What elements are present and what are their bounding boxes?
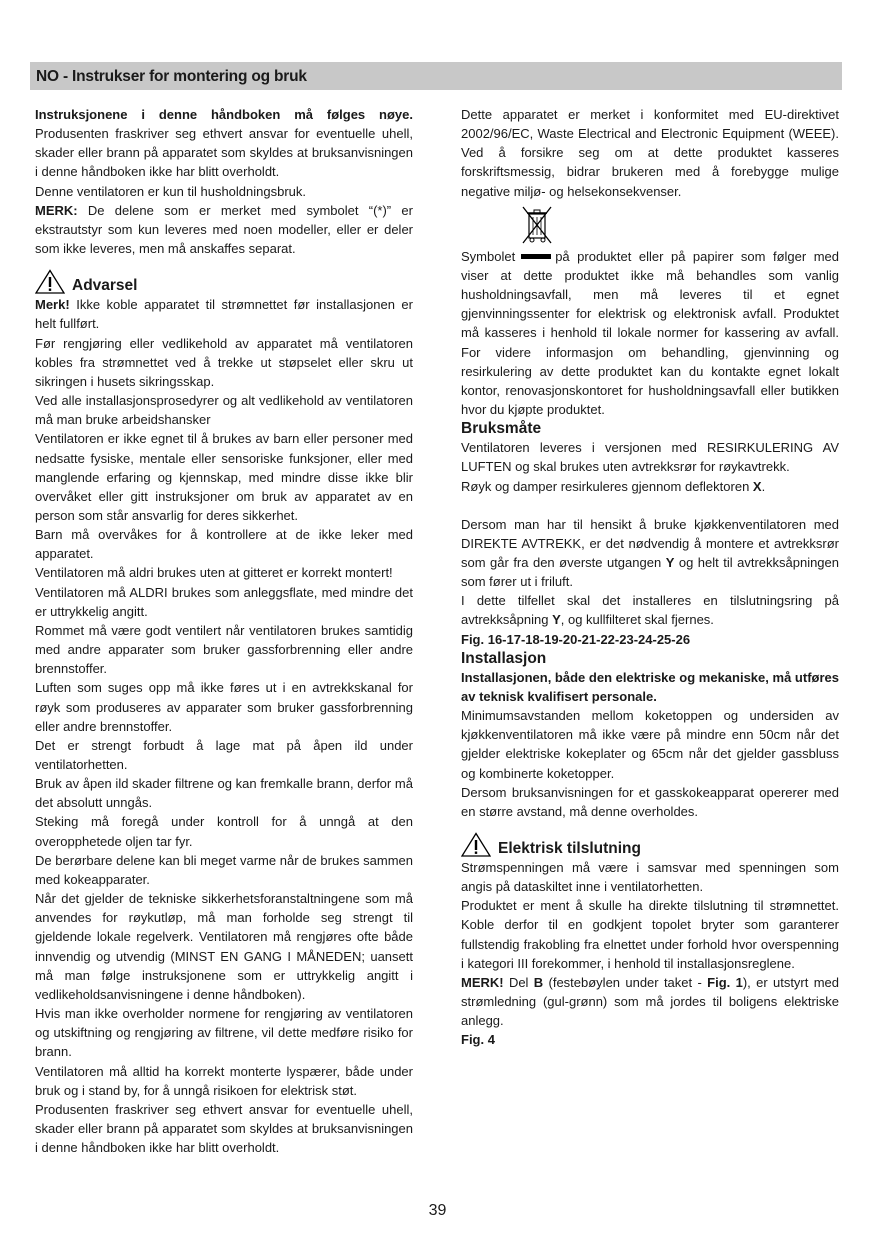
electrical-text: (festebøylen under taket - xyxy=(543,974,708,990)
warning-merk-text: Ikke koble apparatet til strømnettet før installasjonen er helt fullført. xyxy=(35,297,413,332)
usage-paragraph xyxy=(461,515,839,592)
black-bar-symbol xyxy=(521,254,551,259)
warning-paragraph: Ventilatoren må aldri brukes uten at gitteret er korrekt montert! xyxy=(35,565,393,581)
usage-figure-ref: Fig. 16-17-18-19-20-21-22-23-24-25-26 xyxy=(461,631,691,647)
left-column xyxy=(35,105,413,1157)
electrical-heading xyxy=(461,831,839,858)
warning-paragraph: Barn må overvåkes for å kontrollere at de ikke leker med apparatet. xyxy=(35,527,413,562)
warning-paragraph: Ventilatoren må alltid ha korrekt monterte lyspærer, både under bruk og i stand by, for å unngå risikoen for elektrisk støt. xyxy=(35,1063,413,1098)
warning-paragraph: Det er strengt forbudt å lage mat på åpen ild under ventilatorhetten. xyxy=(35,737,413,772)
warning-merk-paragraph xyxy=(35,295,413,333)
symbol-text-before: Symbolet xyxy=(461,248,516,264)
usage-paragraph: Ventilatoren leveres i versjonen med RESIRKULERING AV LUFTEN og skal brukes uten avtrekksrør for røykavtrekk. xyxy=(461,440,839,475)
warning-merk-label: Merk! xyxy=(35,297,70,313)
installation-heading: Installasjon xyxy=(461,649,547,667)
section-title: NO - Instrukser for montering og bruk xyxy=(36,68,307,85)
warning-triangle-icon xyxy=(35,269,65,294)
merk-paragraph xyxy=(35,201,413,258)
warning-paragraph: Rommet må være godt ventilert når ventilatoren brukes samtidig med andre apparater som bruker gassforbrenning eller andre brennstoffer. xyxy=(35,622,413,677)
electrical-ref-b: B xyxy=(533,974,544,990)
installation-paragraph: Minimumsavstanden mellom koketoppen og undersiden av kjøkkenventilatoren må ikke være på mindre enn 50cm når det gjelder elektriske kokeplater og 65cm når det gjelder gassbluss og kombinerte koketopper. xyxy=(461,708,839,781)
usage-ref-y: Y xyxy=(552,612,561,628)
usage-text: . xyxy=(761,478,766,494)
electrical-merk-paragraph xyxy=(461,973,839,1030)
usage-text: Dersom man har til hensikt å bruke kjøkkenventilatoren med DIREKTE AVTREKK, er det nødvendig å montere et avtrekksrør som går fra den øverste utgangen xyxy=(461,516,839,570)
warning-paragraph: Luften som suges opp må ikke føres ut i en avtrekkskanal for røyk som produseres av apparater som bruker gassforbrenning eller andre brennstoffer. xyxy=(35,680,413,734)
warning-paragraph: Ved alle installasjonsprosedyrer og alt vedlikehold av ventilatoren må man bruke arbeidshansker xyxy=(35,393,413,428)
warning-paragraph: De berørbare delene kan bli meget varme når de brukes sammen med kokeapparater. xyxy=(35,852,413,887)
electrical-merk-label: MERK! xyxy=(461,974,504,990)
symbol-paragraph xyxy=(461,247,839,419)
warning-triangle-icon xyxy=(461,832,491,857)
warning-paragraph: Steking må foregå under kontroll for å unngå at den overopphetede oljen tar fyr. xyxy=(35,814,413,849)
page-number: 39 xyxy=(428,1202,447,1219)
usage-text: Røyk og damper resirkuleres gjennom deflektoren xyxy=(461,478,753,494)
usage-paragraph xyxy=(461,477,839,496)
section-header-bar xyxy=(30,62,842,90)
electrical-figure-ref: Fig. 4 xyxy=(461,1032,495,1048)
household-note: Denne ventilatoren er kun til husholdningsbruk. xyxy=(35,183,307,199)
warning-paragraph: Når det gjelder de tekniske sikkerhetsforanstaltningene som må anvendes for røykutløp, må man forholde seg strengt til gjeldende lokale regelverk. Ventilatoren må rengjøres ofte både innvendig og utvendig (MINST EN GANG I MÅNEDEN; uansett må man følge instruksjonene som er uttrykkelig angitt i vedlikeholdsanvisningene i denne håndboken). xyxy=(35,891,413,1002)
merk-text: De delene som er merket med symbolet “(*)” er ekstrautstyr som kun leveres med noen modeller, eller er deler som ikke leveres, men må anskaffes separat. xyxy=(35,202,413,257)
weee-paragraph: Dette apparatet er merket i konformitet med EU-direktivet 2002/96/EC, Waste Electrical and Electronic Equipment (WEEE). Ved å forsikre seg om at dette produktet kasseres forskriftsmessig, bidrar brukeren med å forebygge mulige negative miljø- og helsekonsekvenser. xyxy=(461,107,839,199)
warning-paragraph: Ventilatoren er ikke egnet til å brukes av barn eller personer med nedsatte fysiske, mentale eller sensoriske funksjoner, eller med manglende erfaring og kjennskap, med mindre disse ikke blir overvåket eller gitt instruksjoner om bruk av apparatet av en person som står ansvarlig for deres sikkerhet. xyxy=(35,431,413,523)
symbol-text-after: på produktet eller på papirer som følger med viser at dette produktet ikke må behandles som vanlig husholdningsavfall, men må leveres til et egnet gjenvinningssenter for elektrisk og elektronisk avfall. Produktet må kasseres i henhold til lokale normer for kassering av avfall. For videre informasjon om behandling, gjenvinning og resirkulering av dette produktet kan du kontakte egnet lokalt kontor, renovasjonskontoret for husholdningsavfall eller butikken hvor du kjøpte produktet. xyxy=(461,248,839,418)
weee-symbol-area xyxy=(461,201,839,247)
warning-paragraph: Bruk av åpen ild skader filtrene og kan fremkalle brann, derfor må det absolutt unngås. xyxy=(35,776,413,811)
electrical-paragraph: Strømspenningen må være i samsvar med spenningen som angis på dataskiltet inne i ventilatorhetten. xyxy=(461,860,839,895)
electrical-fig-ref: Fig. 1 xyxy=(707,974,743,990)
installation-bold-paragraph: Installasjonen, både den elektriske og mekaniske, må utføres av teknisk kvalifisert personale. xyxy=(461,669,839,704)
usage-ref-x: X xyxy=(752,478,762,494)
electrical-text: Del xyxy=(503,974,534,990)
warning-title: Advarsel xyxy=(72,277,138,295)
installation-paragraph: Dersom bruksanvisningen for et gasskokeapparat opererer med en større avstand, må denne overholdes. xyxy=(461,784,839,819)
intro-text: Produsenten fraskriver seg ethvert ansvar for eventuelle uhell, skader eller brann på apparatet som skyldes at bruksanvisningen i denne håndboken ikke har blitt overholdt. xyxy=(35,126,413,180)
right-column xyxy=(461,105,839,1050)
warning-heading xyxy=(35,268,413,295)
warning-paragraph: Ventilatoren må ALDRI brukes som anleggsflate, med mindre det er uttrykkelig angitt. xyxy=(35,584,413,619)
usage-paragraph xyxy=(461,591,839,629)
warning-paragraph: Produsenten fraskriver seg ethvert ansvar for eventuelle uhell, skader eller brann på apparatet som skyldes at bruksanvisningen i denne håndboken ikke har blitt overholdt. xyxy=(35,1101,413,1156)
crossed-bin-icon xyxy=(521,205,553,245)
intro-paragraph xyxy=(35,105,413,182)
electrical-title: Elektrisk tilslutning xyxy=(498,840,641,857)
usage-text: I dette tilfellet skal det installeres en tilslutningsring på avtrekksåpning xyxy=(461,593,839,628)
usage-ref-y: Y xyxy=(665,554,675,570)
usage-text: og helt til avtrekksåpningen som fører ut i friluft. xyxy=(461,554,840,590)
merk-label: MERK: xyxy=(35,202,78,218)
usage-heading: Bruksmåte xyxy=(461,420,542,438)
intro-bold: Instruksjonene i denne håndboken må følges nøye. xyxy=(35,107,413,122)
electrical-text: ), er utstyrt med strømledning (gul-grønn) som må jordes til boligens elektriske anlegg. xyxy=(461,974,839,1029)
usage-text: , og kullfilteret skal fjernes. xyxy=(560,612,714,628)
spacer xyxy=(461,496,839,515)
warning-paragraph: Hvis man ikke overholder normene for rengjøring av ventilatoren og utskiftning og rengjøring av filtrene, vil dette medføre risiko for brann. xyxy=(35,1006,413,1060)
electrical-paragraph: Produktet er ment å skulle ha direkte tilslutning til strømnettet. Koble derfor til en godkjent topolet bryter som garanterer fullstendig frakobling fra elnettet under forhold hvor overspenning i kategori III forekommer, i henhold til installasjonsreglene. xyxy=(461,898,839,971)
warning-paragraph: Før rengjøring eller vedlikehold av apparatet må ventilatoren kobles fra strømnettet ved å trekke ut støpselet eller skru ut sikringen i husets sikringsskap. xyxy=(35,335,413,389)
